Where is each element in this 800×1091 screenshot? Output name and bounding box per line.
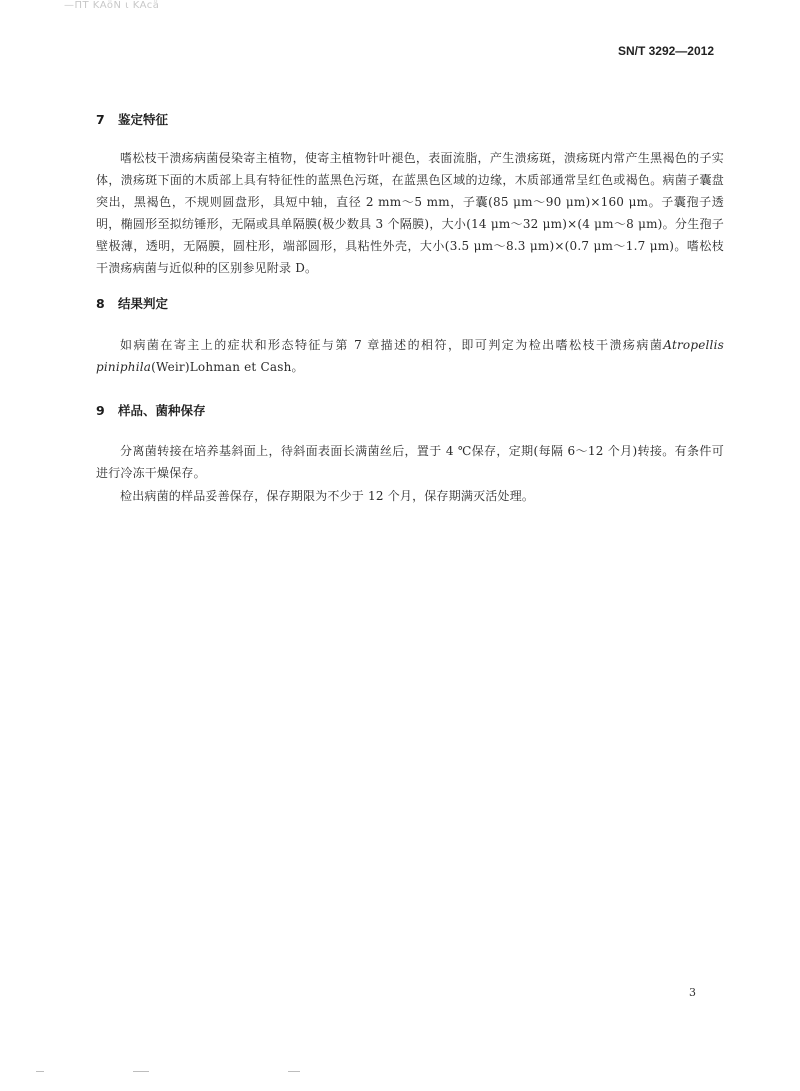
- section-7-paragraph: 嗜松枝干溃疡病菌侵染寄主植物，使寄主植物针叶褪色，表面流脂，产生溃疡斑，溃疡斑内常产生黑褐色的子实体，溃疡斑下面的木质部上具有特征性的蓝黑色污斑，在蓝黑色区域的边缘，木质部通常呈红色或褐色。病菌子囊盘突出，黑褐色，不规则圆盘形，具短中轴，直径 2 mm～5 mm，子囊(85 μm～90 μm)×160 μm。子囊孢子透明，椭圆形至拟纺锤形，无隔或具单隔膜(极少数具 3 个隔膜)，大小(14 μm～32 μm)×(4 μm～8 μm)。分生孢子壁极薄，透明，无隔膜，圆柱形，端部圆形，具粘性外壳，大小(3.5 μm～8.3 μm)×(0.7 μm～1.7 μm)。嗜松枝干溃疡病菌与近似种的区别参见附录 D。: [96, 151, 724, 275]
- result-text: 如病菌在寄主上的症状和形态特征与第 7 章描述的相符，即可判定为检出嗜松枝干溃疡病菌: [120, 338, 664, 352]
- section-number: 8: [96, 296, 105, 311]
- section-title: 样品、菌种保存: [118, 403, 206, 418]
- scan-artifact-line: [288, 1071, 300, 1072]
- section-title: 鉴定特征: [118, 112, 169, 127]
- section-8-heading: [96, 294, 168, 312]
- section-title: 结果判定: [118, 296, 169, 311]
- scan-watermark: —ΠΤ KAöN ι KAcä: [64, 0, 160, 11]
- section-number: 9: [96, 403, 105, 418]
- species-authority: (Weir)Lohman et Cash。: [151, 360, 304, 374]
- standard-code: SN/T 3292—2012: [617, 44, 714, 58]
- scan-artifact-line: [36, 1071, 44, 1072]
- section-9-paragraph-1: 分离菌转接在培养基斜面上，待斜面表面长满菌丝后，置于 4 ℃保存，定期(每隔 6～12 个月)转接。有条件可进行冷冻干燥保存。: [96, 444, 724, 480]
- page-number: 3: [689, 986, 696, 999]
- section-number: 7: [96, 112, 105, 127]
- section-9-heading: [96, 401, 206, 419]
- section-9-paragraph-2: 检出病菌的样品妥善保存，保存期限为不少于 12 个月，保存期满灭活处理。: [120, 489, 535, 503]
- section-8-paragraph: [96, 334, 724, 378]
- species-latin-name: Atropellis piniphila: [96, 338, 724, 374]
- scan-artifact-line: [133, 1071, 149, 1072]
- section-7-heading: [96, 110, 168, 128]
